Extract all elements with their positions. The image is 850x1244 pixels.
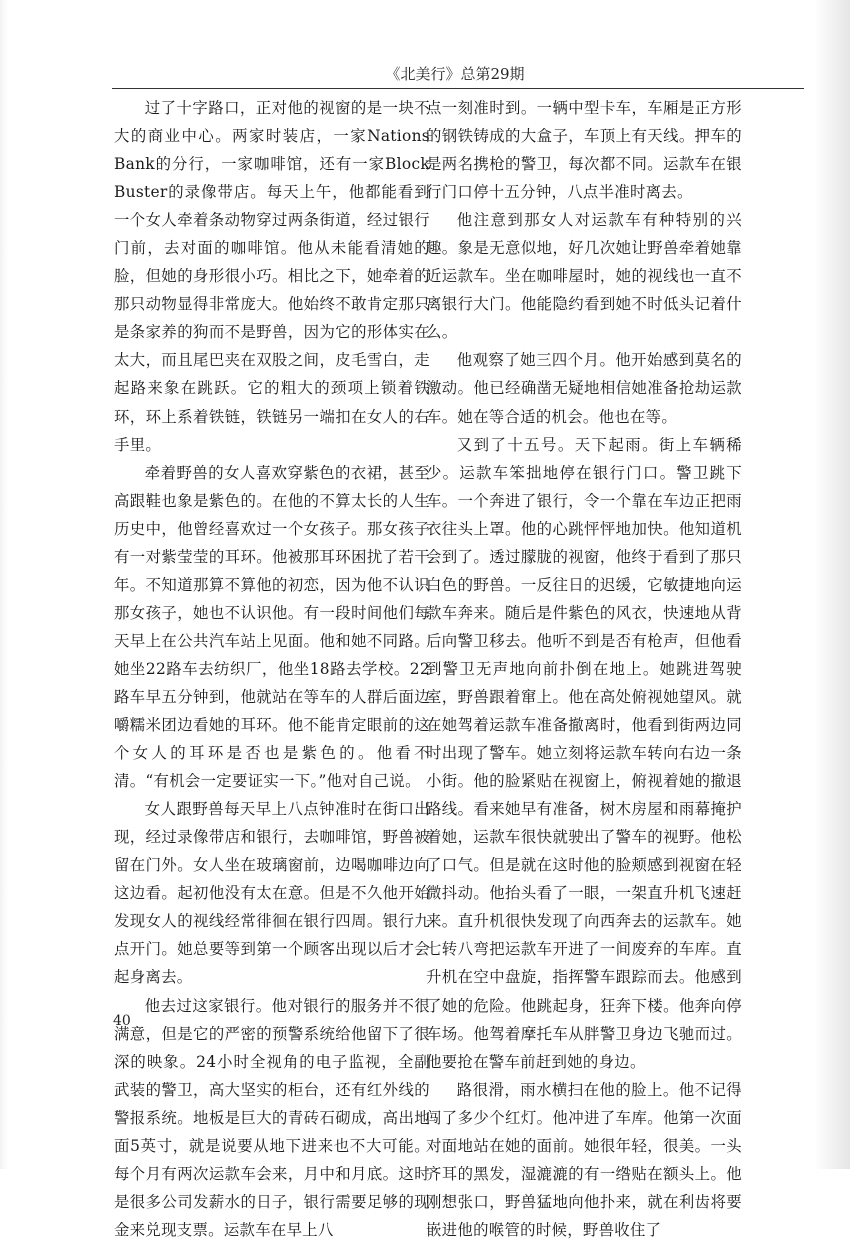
paragraph: 过了十字路口，正对他的视窗的是一块不大的商业中心。两家时装店，一家Nations Bank的分行，一家咖啡馆，还有一家Block Buster的录像带店。每天上午，他都能看到一个女人牵着条动物穿过两条街道，经过银行门前，去对面的咖啡馆。他从未能看清她的脸，但她的身形很小巧。相比之下，她牵着的那只动物显得非常庞大。他始终不敢肯定那只是条家养的狗而不是野兽，因为它的形体实在太大，而且尾巴夹在双股之间，皮毛雪白，走起路来象在跳跃。它的粗大的颈项上锁着铁环，环上系着铁链，铁链另一端扣在女人的右手里。: [114, 99, 430, 454]
paragraph: 他去过这家银行。他对银行的服务并不很满意，但是它的严密的预警系统给他留下了很深的映象。24小时全视角的电子监视，全副武装的警卫，高大坚实的柜台，还有红外线的警报系统。地板是巨大的青砖石砌成，高出地面5英寸，就是说要从地下进来也不大可能。每个月有两次运款车会来，月中和月底。这时是很多公司发薪水的日子，银行需要足够的现金来兑现支票。运款车在早上八: [114, 996, 430, 1239]
paragraph-continued: 点一刻准时到。一辆中型卡车，车厢是正方形的钢铁铸成的大盒子，车顶上有天线。押车的是两名携枪的警卫，每次都不同。运款车在银行门口停十五分钟，八点半准时离去。: [426, 99, 742, 202]
paragraph: 又到了十五号。天下起雨。街上车辆稀少。运款车笨拙地停在银行门口。警卫跳下车。一个奔进了银行，令一个靠在车边正把雨衣往头上罩。他的心跳怦怦地加快。他知道机会到了。透过朦胧的视窗，他终于看到了那只白色的野兽。一反往日的迟缓，它敏捷地向运款车奔来。随后是件紫色的风衣，快速地从背后向警卫移去。他听不到是否有枪声，但他看到警卫无声地向前扑倒在地上。她跳进驾驶室，野兽跟着窜上。他在高处俯视她望风。就在她驾着运款车准备撤离时，他看到街两边同时出现了警车。她立刻将运款车转向右边一条小街。他的脸紧贴在视窗上，俯视着她的撤退路线。看来她早有准备，树木房屋和雨幕掩护着她，运款车很快就驶出了警车的视野。他松了口气。但是就在这时他的脸颊感到视窗在轻微抖动。他抬头看了一眼，一架直升机飞速赶来。直升机很快发现了向西奔去的运款车。她七转八弯把运款车开进了一间废弃的车库。直升机在空中盘旋，指挥警车跟踪而去。他感到了她的危险。他跳起身，狂奔下楼。他奔向停车场。他驾着摩托车从胖警卫身边飞驰而过。他要抢在警车前赶到她的身边。: [426, 435, 742, 1071]
page-number: 40: [113, 1013, 131, 1029]
scan-shadow-left: [0, 0, 8, 1169]
header-rule: [112, 88, 804, 89]
right-column: [426, 94, 742, 1244]
paragraph: 他观察了她三四个月。他开始感到莫名的激动。他已经确凿无疑地相信她准备抢劫运款车。她在等合适的机会。他也在等。: [426, 351, 742, 426]
paragraph: 他注意到那女人对运款车有种特别的兴趣。象是无意似地，好几次她让野兽牵着她靠近运款车。坐在咖啡屋时，她的视线也一直不离银行大门。他能隐约看到她不时低头记着什么。: [426, 211, 742, 342]
scan-shadow-right: [814, 0, 850, 1169]
paragraph: 牵着野兽的女人喜欢穿紫色的衣裙，甚至高跟鞋也象是紫色的。在他的不算太长的人生历史中，他曾经喜欢过一个女孩子。那女孩子有一对紫莹莹的耳环。他被那耳环困扰了若干年。不知道那算不算他的初恋，因为他不认识那女孩子，她也不认识他。有一段时间他们每天早上在公共汽车站上见面。他和她不同路。她坐22路车去纺织厂，他坐18路去学校。22路车早五分钟到，他就站在等车的人群后面边嚼糯米团边看她的耳环。他不能肯定眼前的这个女人的耳环是否也是紫色的。他看不清。“有机会一定要证实一下。”他对自己说。: [114, 463, 430, 791]
paragraph: 路很滑，雨水横扫在他的脸上。他不记得闯了多少个红灯。他冲进了车库。他第一次面对面地站在她的面前。她很年轻，很美。一头齐耳的黑发，湿漉漉的有一绺贴在额头上。他刚想张口，野兽猛地向他扑来，就在利齿将要嵌进他的喉管的时候，野兽收住了: [426, 1080, 742, 1239]
paragraph: 女人跟野兽每天早上八点钟准时在街口出现，经过录像带店和银行，去咖啡馆，野兽被留在门外。女人坐在玻璃窗前，边喝咖啡边向这边看。起初他没有太在意。但是不久他开始发现女人的视线经常徘徊在银行四周。银行九点开门。她总要等到第一个顾客出现以后才会起身离去。: [114, 800, 430, 987]
running-header: 《北美行》总第29期: [385, 65, 525, 83]
left-column: [114, 94, 430, 1244]
